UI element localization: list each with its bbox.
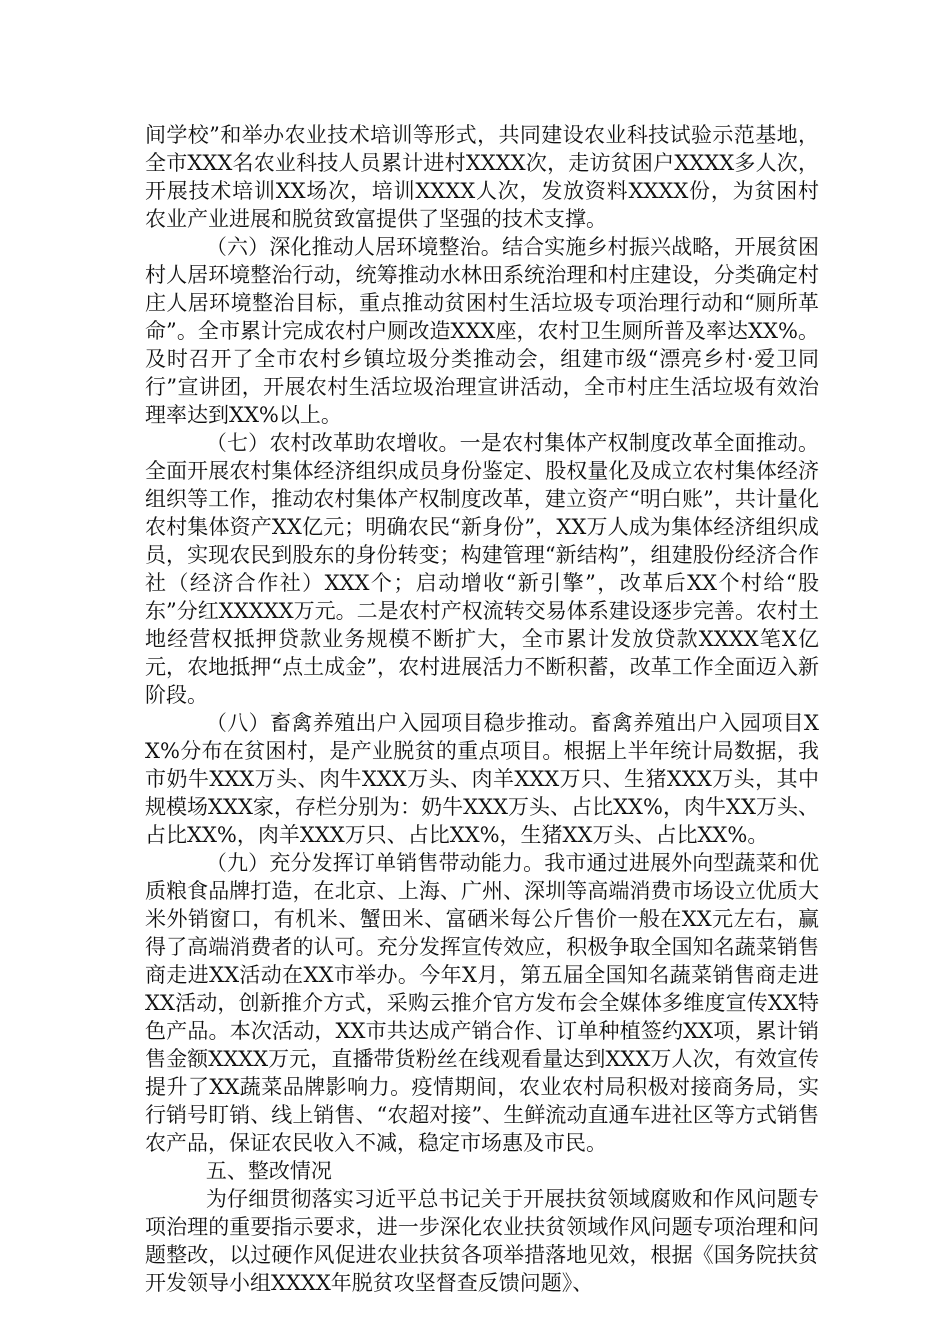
paragraph-rectification-intro: 为仔细贯彻落实习近平总书记关于开展扶贫领域腐败和作风问题专项治理的重要指示要求，进一步深化农业扶贫领域作风问题专项治理和问题整改，以过硬作风促进农业扶贫各项举措落地见效，根据《国务院扶贫开发领导小组XXXX年脱贫攻坚督查反馈问题》、 (145, 1187, 819, 1295)
paragraph-continuation: 间学校”和举办农业技术培训等形式，共同建设农业科技试验示范基地，全市XXX名农业科技人员累计进村XXXX次，走访贫困户XXXX多人次，开展技术培训XX场次，培训XXXX人次，发放资料XXXX份，为贫困村农业产业进展和脱贫致富提供了坚强的技术支撑。 (145, 123, 819, 231)
paragraph-section-9: （九）充分发挥订单销售带动能力。我市通过进展外向型蔬菜和优质粮食品牌打造，在北京、上海、广州、深圳等高端消费市场设立优质大米外销窗口，有机米、蟹田米、富硒米每公斤售价一般在XX元左右，赢得了高端消费者的认可。充分发挥宣传效应，积极争取全国知名蔬菜销售商走进XX活动在XX市举办。今年X月，第五届全国知名蔬菜销售商走进XX活动，创新推介方式，采购云推介官方发布会全媒体多维度宣传XX特色产品。本次活动，XX市共达成产销合作、订单种植签约XX项，累计销售金额XXXX万元，直播带货粉丝在线观看量达到XXX万人次，有效宣传提升了XX蔬菜品牌影响力。疫情期间，农业农村局积极对接商务局，实行销号盯销、线上销售、“农超对接”、生鲜流动直通车进社区等方式销售农产品，保证农民收入不减，稳定市场惠及市民。 (145, 851, 819, 1155)
paragraph-section-8: （八）畜禽养殖出户入园项目稳步推动。畜禽养殖出户入园项目XX%分布在贫困村，是产业脱贫的重点项目。根据上半年统计局数据，我市奶牛XXX万头、肉牛XXX万头、肉羊XXX万只、生猪XXX万头，其中规模场XXX家，存栏分别为：奶牛XXX万头、占比XX%，肉牛XX万头、占比XX%，肉羊XXX万只、占比XX%，生猪XX万头、占比XX%。 (145, 711, 819, 847)
paragraph-section-6: （六）深化推动人居环境整治。结合实施乡村振兴战略，开展贫困村人居环境整治行动，统筹推动水林田系统治理和村庄建设，分类确定村庄人居环境整治目标，重点推动贫困村生活垃圾专项治理行动和“厕所革命”。全市累计完成农村户厕改造XXX座，农村卫生厕所普及率达XX%。及时召开了全市农村乡镇垃圾分类推动会，组建市级“漂亮乡村·爱卫同行”宣讲团，开展农村生活垃圾治理宣讲活动，全市村庄生活垃圾有效治理率达到XX%以上。 (145, 235, 819, 427)
document-body (145, 121, 819, 1297)
paragraph-section-7: （七）农村改革助农增收。一是农村集体产权制度改革全面推动。全面开展农村集体经济组织成员身份鉴定、股权量化及成立农村集体经济组织等工作，推动农村集体产权制度改革，建立资产“明白账”，共计量化农村集体资产XX亿元；明确农民“新身份”，XX万人成为集体经济组织成员，实现农民到股东的身份转变；构建管理“新结构”，组建股份经济合作社（经济合作社）XXX个；启动增收“新引擎”，改革后XX个村给“股东”分红XXXXX万元。二是农村产权流转交易体系建设逐步完善。农村土地经营权抵押贷款业务规模不断扩大，全市累计发放贷款XXXX笔X亿元，农地抵押“点土成金”，农村进展活力不断积蓄，改革工作全面迈入新阶段。 (145, 431, 819, 707)
section-heading-rectification: 五、整改情况 (205, 1159, 332, 1183)
